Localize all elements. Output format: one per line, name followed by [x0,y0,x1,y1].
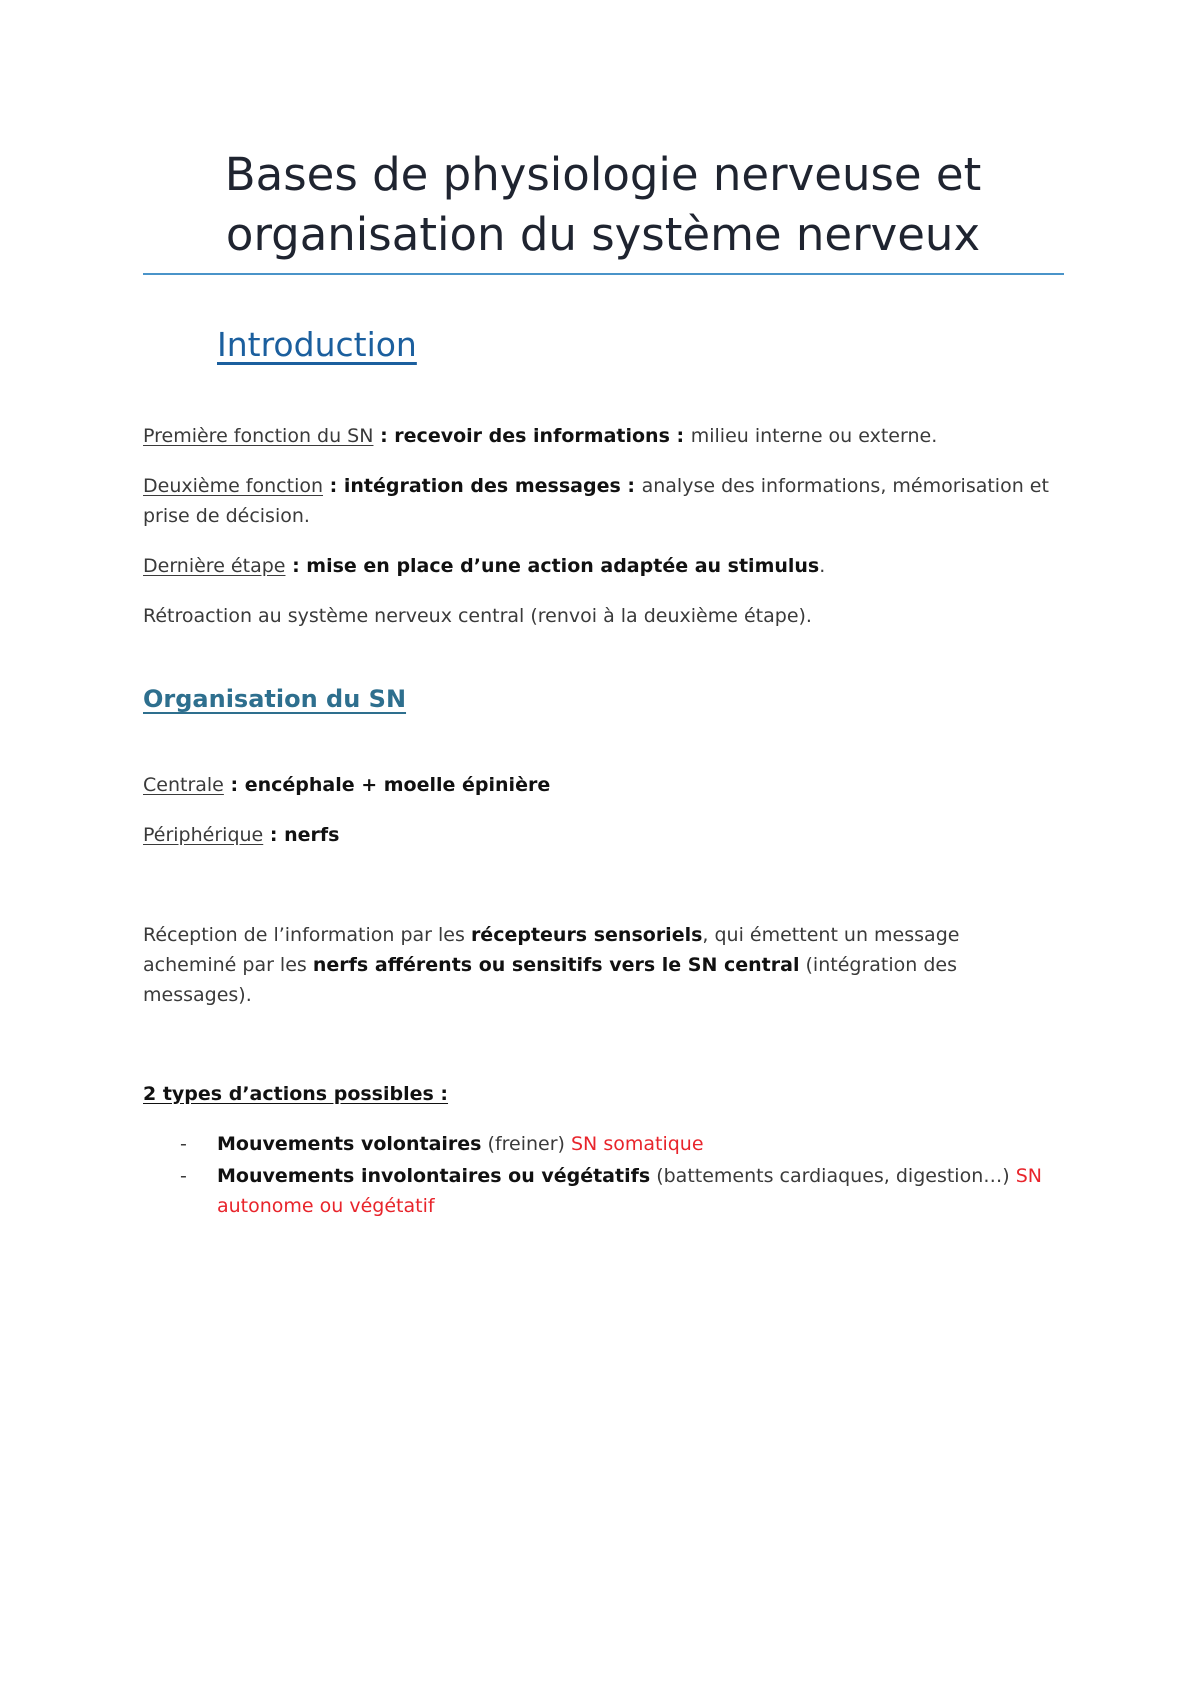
label-centrale: Centrale [143,774,224,796]
separator: : [669,425,691,447]
types-actions-label: 2 types d’actions possibles : [143,1083,449,1105]
text-analyse: analyse des informations, mémorisation et [641,475,1049,497]
bullet-text [217,1129,1057,1159]
title-divider [143,273,1064,275]
bold-mise-en-place: mise en place d’une action adaptée au stimulus [306,555,820,577]
label-peripherique: Périphérique [143,824,264,846]
text: messages). [143,984,252,1006]
separator: : [620,475,642,497]
bold-mouvements-involontaires: Mouvements involontaires ou végétatifs [217,1165,651,1187]
heading-organisation: Organisation du SN [143,685,407,713]
text: acheminé par les [143,954,313,976]
bold-integration: intégration des messages [343,475,621,497]
paragraph-premiere-fonction [143,421,1083,451]
paragraph-reception [143,920,1083,1010]
label-derniere-etape: Dernière étape [143,555,286,577]
bold-encephale: encéphale + moelle épinière [244,774,551,796]
bullet-text [217,1161,1057,1221]
text: (freiner) [481,1133,571,1155]
text: Réception de l’information par les [143,924,471,946]
text-milieu: milieu interne ou externe. [690,425,938,447]
heading-introduction: Introduction [217,325,417,364]
list-item [143,1129,1083,1159]
list-item [143,1161,1083,1221]
document-title-line-1: Bases de physiologie nerveuse et [224,148,982,201]
red-sn: SN [1015,1165,1042,1187]
bold-nerfs-afferents: nerfs afférents ou sensitifs vers le SN central [312,954,800,976]
separator: : [323,475,344,497]
bullet-dash: - [180,1133,187,1155]
text: , qui émettent un message [702,924,960,946]
paragraph-retroaction: Rétroaction au système nerveux central (renvoi à la deuxième étape). [143,605,812,627]
bold-nerfs: nerfs [284,824,340,846]
paragraph-peripherique [143,820,1083,850]
bold-mouvements-volontaires: Mouvements volontaires [217,1133,482,1155]
text: (battements cardiaques, digestion…) [650,1165,1016,1187]
text-prise-decision: prise de décision. [143,505,310,527]
red-sn-somatique: SN somatique [571,1133,704,1155]
red-autonome-vegetatif: autonome ou végétatif [217,1195,435,1217]
separator: : [285,555,307,577]
text: (intégration des [799,954,957,976]
separator: : [373,425,395,447]
separator: : [223,774,245,796]
period: . [819,555,826,577]
bullet-dash: - [180,1165,187,1187]
paragraph-centrale [143,770,1083,800]
paragraph-derniere-etape [143,551,1083,581]
paragraph-deuxieme-fonction [143,471,1083,531]
label-premiere-fonction: Première fonction du SN [143,425,374,447]
separator: : [263,824,285,846]
heading-types-actions [143,1079,1083,1109]
document-title-line-2: organisation du système nerveux [225,208,981,261]
bold-recepteurs: récepteurs sensoriels [470,924,703,946]
bold-recevoir: recevoir des informations [394,425,670,447]
label-deuxieme-fonction: Deuxième fonction [143,475,324,497]
